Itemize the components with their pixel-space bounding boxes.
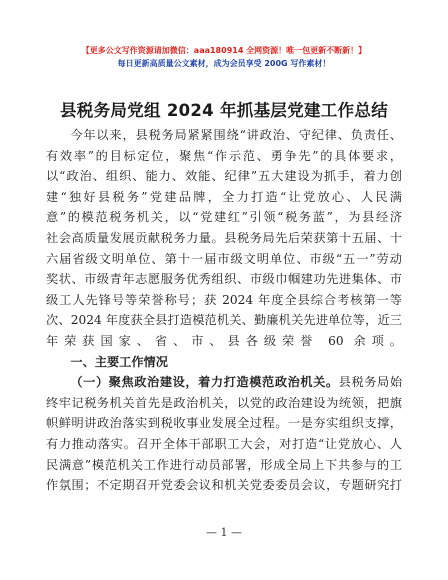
text-line: 次、2024 年度获全县打造模范机关、勤廉机关先进单位等，近三 [46, 313, 402, 328]
text-line: 六届省级文明单位、第十一届市级文明单位、市级“五一”劳动 [46, 251, 402, 266]
page-number: — 1 — [206, 526, 242, 539]
document-title: 县税务局党组 2024 年抓基层党建工作总结 [59, 101, 388, 120]
text-line: 县税务局始 [338, 375, 403, 390]
text-line: 作氛围；不定期召开党委会议和机关党委委员会议，专题研究打 [46, 478, 402, 493]
text-line: 终牢记税务机关首先是政治机关，以党的政治建设为统领，把旗 [46, 395, 402, 410]
text-line: 今年以来，县税务局紧紧围绕“讲政治、守纪律、负责任、 [70, 128, 402, 142]
text-line: 有效率”的目标定位，聚焦“作示范、勇争先”的具体要求， [46, 148, 402, 163]
document-body [46, 125, 402, 496]
text-line: 意”的模范税务机关，以“党建红”引领“税务蓝”，为县经济 [46, 210, 402, 225]
section-paragraph [46, 372, 402, 496]
promo-banner [0, 44, 448, 70]
intro-paragraph [46, 125, 402, 352]
subsection-heading: （一）聚焦政治建设，着力打造模范政治机关。 [70, 375, 339, 390]
text-line: 社会高质量发展贡献税务力量。县税务局先后荣获第十五届、十 [46, 230, 402, 245]
promo-line-2: 每日更新高质量公文素材，成为会员享受 200G 写作素材！ [117, 59, 331, 68]
text-line: 级工人先锋号等荣誉称号；获 2024 年度全县综合考核第一等 [46, 292, 402, 307]
text-line: 奖状、市级青年志愿服务优秀组织、市级巾帼建功先进集体、市 [46, 272, 402, 287]
text-line: 以“政治、组织、能力、效能、纪律”五大建设为抓手，着力创 [46, 169, 402, 184]
text-line: 帜鲜明讲政治落实到税收事业发展全过程。一是夯实组织支撑， [46, 416, 402, 431]
promo-line-1: 【更多公文写作资源请加微信：aaa180914 全网资源！唯一包更新不断新！】 [81, 46, 367, 55]
section-heading: 一、主要工作情况 [70, 354, 168, 369]
text-line: 年荣获国家、省、市、县各级荣誉 60 余项。 [46, 333, 402, 348]
text-line: 民满意”模范机关工作进行动员部署，形成全局上下共参与的工 [46, 457, 402, 472]
text-line: 建“独好县税务”党建品牌，全力打造“让党放心、人民满 [46, 189, 402, 204]
text-line: 有力推动落实。召开全体干部职工大会，对打造“让党放心、人 [46, 436, 402, 451]
